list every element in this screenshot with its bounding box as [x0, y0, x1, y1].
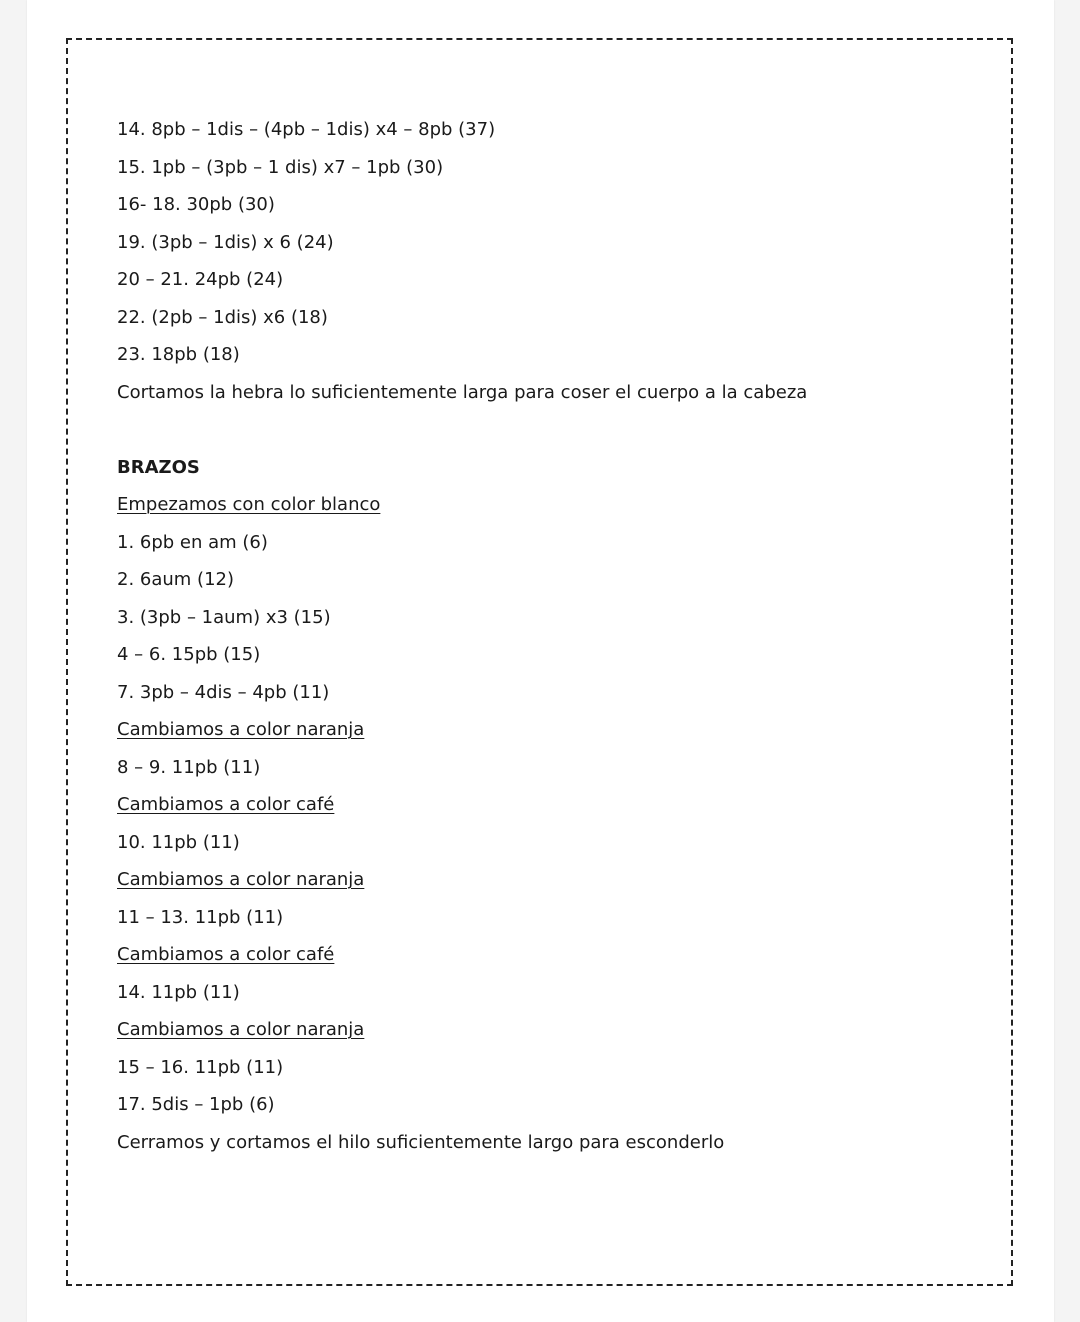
pattern-row: 22. (2pb – 1dis) x6 (18): [117, 306, 328, 328]
blank-spacer: [117, 411, 977, 449]
pattern-row: Cortamos la hebra lo suficientemente larga para coser el cuerpo a la cabeza: [117, 381, 808, 403]
color-change-note: Cambiamos a color café: [117, 794, 335, 815]
pattern-row: 23. 18pb (18): [117, 344, 240, 365]
pattern-row: 4 – 6. 15pb (15): [117, 644, 261, 665]
color-change-note: Cambiamos a color naranja: [117, 719, 365, 740]
color-change-note: Cambiamos a color café: [117, 944, 335, 965]
pattern-row: 8 – 9. 11pb (11): [117, 756, 261, 778]
pattern-row: 19. (3pb – 1dis) x 6 (24): [117, 231, 334, 253]
section-heading: BRAZOS: [117, 456, 200, 478]
pattern-row: Cerramos y cortamos el hilo suficientemente largo para esconderlo: [117, 1131, 725, 1153]
pattern-row: 11 – 13. 11pb (11): [117, 906, 284, 928]
pattern-row: 15. 1pb – (3pb – 1 dis) x7 – 1pb (30): [117, 156, 444, 178]
pattern-row: 7. 3pb – 4dis – 4pb (11): [117, 681, 330, 703]
pattern-row: 14. 8pb – 1dis – (4pb – 1dis) x4 – 8pb (37): [117, 119, 496, 140]
pattern-text-body: [117, 111, 977, 1161]
pattern-row: 1. 6pb en am (6): [117, 531, 268, 553]
pattern-row: 14. 11pb (11): [117, 981, 240, 1003]
pattern-row: 15 – 16. 11pb (11): [117, 1056, 284, 1078]
pattern-row: 2. 6aum (12): [117, 569, 234, 590]
pattern-row: 17. 5dis – 1pb (6): [117, 1094, 275, 1115]
color-change-note: Cambiamos a color naranja: [117, 1019, 365, 1040]
pattern-row: 3. (3pb – 1aum) x3 (15): [117, 606, 331, 628]
color-change-note: Cambiamos a color naranja: [117, 869, 365, 890]
color-change-note: Empezamos con color blanco: [117, 494, 381, 515]
pattern-row: 16- 18. 30pb (30): [117, 194, 275, 215]
pattern-row: 10. 11pb (11): [117, 831, 240, 853]
pattern-row: 20 – 21. 24pb (24): [117, 269, 284, 290]
